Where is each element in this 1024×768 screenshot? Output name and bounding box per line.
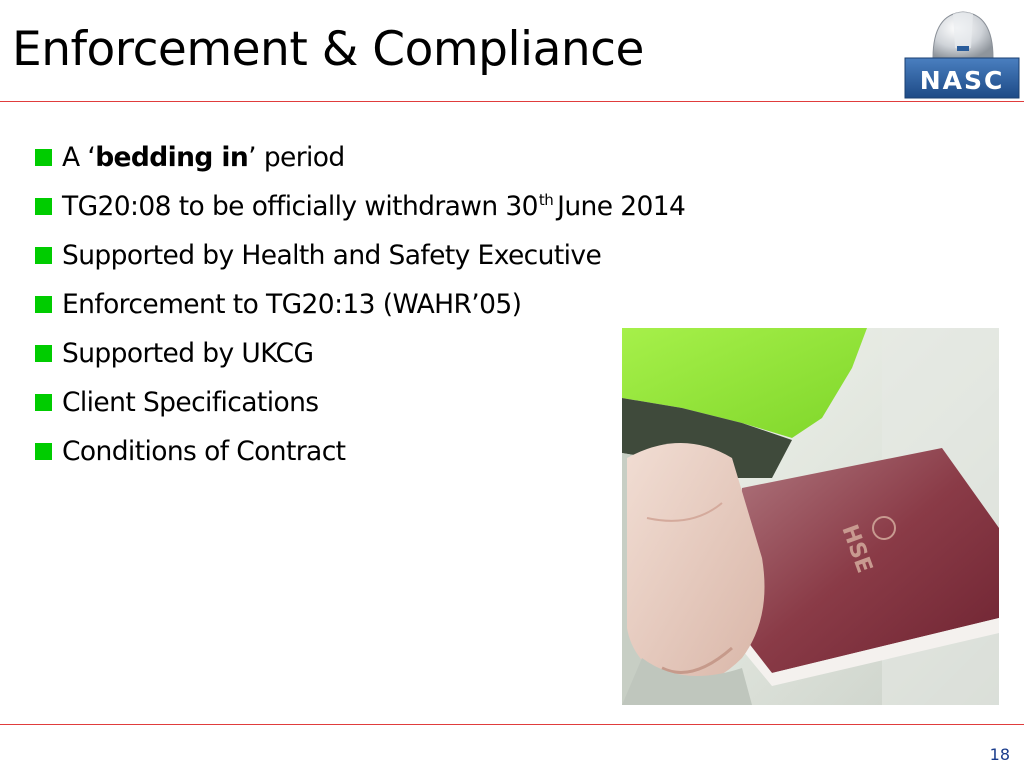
nasc-logo <box>903 6 1021 100</box>
bullet-text: A ‘bedding in’ period <box>62 142 345 173</box>
bullet-square-icon <box>35 149 52 166</box>
card-hse-text: HSE <box>836 521 877 577</box>
bullet-square-icon <box>35 247 52 264</box>
bullet-text: Supported by Health and Safety Executive <box>62 240 602 271</box>
list-item <box>35 280 685 329</box>
hse-card-photo <box>622 328 999 705</box>
bullet-list <box>35 133 685 476</box>
list-item <box>35 427 685 476</box>
list-item <box>35 182 685 231</box>
bullet-square-icon <box>35 443 52 460</box>
bullet-square-icon <box>35 394 52 411</box>
title-divider <box>0 101 1024 102</box>
list-item <box>35 329 685 378</box>
list-item <box>35 378 685 427</box>
list-item <box>35 133 685 182</box>
bullet-square-icon <box>35 198 52 215</box>
list-item <box>35 231 685 280</box>
logo-text: NASC <box>919 66 1005 95</box>
bullet-text: Conditions of Contract <box>62 436 346 467</box>
page-number: 18 <box>989 745 1010 764</box>
bullet-square-icon <box>35 345 52 362</box>
bullet-text: TG20:08 to be officially withdrawn 30th June 2014 <box>62 191 686 222</box>
bullet-text: Supported by UKCG <box>62 338 314 369</box>
bullet-square-icon <box>35 296 52 313</box>
slide-title: Enforcement & Compliance <box>12 22 644 77</box>
footer-divider <box>0 724 1024 725</box>
bullet-text: Client Specifications <box>62 387 319 418</box>
bullet-text: Enforcement to TG20:13 (WAHR’05) <box>62 289 522 320</box>
